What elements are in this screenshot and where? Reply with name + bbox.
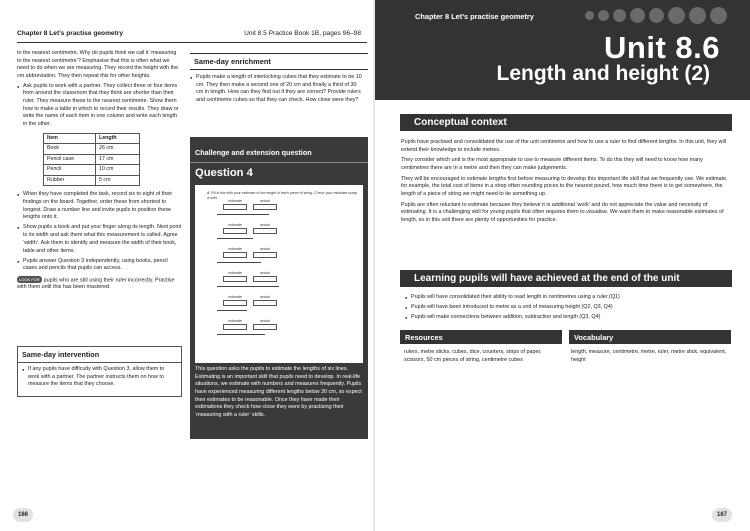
string-line (217, 334, 265, 335)
actual-label: actual (260, 295, 270, 299)
actual-box[interactable] (253, 204, 277, 210)
worksheet-answer-row (223, 223, 283, 234)
left-running-head (17, 30, 361, 37)
actual-box[interactable] (253, 324, 277, 330)
list-item: ● Show pupils a book and put your finger along its length. Next point to its width and ask them what this measurement is called. Agree ‘width’. Ask them to identify and measure the width of their book, table and other items. (17, 224, 182, 255)
table-cell: Rubber (44, 175, 96, 186)
actual-label: actual (260, 223, 270, 227)
vocabulary-text: length, measure, centimetre, metre, ruler, metre stick, equivalent, height (571, 349, 727, 363)
table-cell: 17 cm (96, 154, 140, 165)
string-line (217, 310, 247, 311)
chapter-heading: Chapter 8 Let’s practise geometry (17, 30, 124, 37)
vocabulary-heading: Vocabulary (569, 330, 731, 344)
learning-point: ● Pupils will have consolidated their ability to read length in centimetres using a ruler (Q1) (405, 294, 725, 302)
left-page (0, 0, 373, 531)
enrichment-title: Same-day enrichment (190, 53, 368, 70)
learning-point: ● Pupils will have been introduced to metre as a unit of measuring height (Q2, Q3, Q4) (405, 304, 725, 312)
unit-title: Unit 8.6 (604, 30, 720, 65)
actual-box[interactable] (253, 300, 277, 306)
intervention-bullet: ● If any pupils have difficulty with Question 3, allow them to work with a partner. The partner instructs them on how to measure the items that they choose. (22, 366, 177, 389)
estimate-box[interactable] (223, 300, 247, 306)
resources-heading: Resources (400, 330, 562, 344)
chapter-label: Chapter 8 Let’s practise geometry (415, 12, 534, 21)
estimate-label: estimate (228, 319, 242, 323)
table-row (44, 165, 140, 176)
estimate-label: estimate (228, 199, 242, 203)
worksheet-image (195, 185, 363, 363)
table-row (44, 144, 140, 155)
table-header-row (44, 133, 140, 144)
paragraph: Pupils have practised and consolidated the use of the unit centimetre and how to use a ruler to find different lengths. In this unit, they will extend their knowledge to include metres. (401, 139, 727, 153)
actual-label: actual (260, 319, 270, 323)
table-cell: Book (44, 144, 96, 155)
challenge-box (190, 137, 368, 439)
worksheet-answer-row (223, 199, 283, 210)
estimate-label: estimate (228, 247, 242, 251)
bullet-list-b (17, 191, 182, 273)
estimate-box[interactable] (223, 252, 247, 258)
learning-point: ● Pupils will make connections between addition, subtraction and length (Q3, Q4) (405, 314, 725, 322)
actual-box[interactable] (253, 276, 277, 282)
look-for-text: pupils who are still using their ruler incorrectly. Practise with them until this has been mastered. (17, 276, 175, 291)
table-row (44, 175, 140, 186)
right-page (375, 0, 750, 531)
estimate-box[interactable] (223, 228, 247, 234)
main-column (17, 50, 182, 294)
learning-heading: Learning pupils will have achieved at the end of the unit (400, 270, 732, 287)
bullet-list-a (17, 83, 182, 129)
page-number-right: 167 (712, 508, 732, 522)
intervention-title: Same-day intervention (18, 347, 181, 363)
list-item: ● Ask pupils to work with a partner. They collect three or four items from around the classroom that they think are shorter than their ruler. They measure these to the nearest centimetre. Show them how to make a table in which to record their results. They draw or write the name of each item in one column and write each length in the other. (17, 83, 182, 129)
conceptual-context-text (401, 139, 731, 228)
estimate-box[interactable] (223, 324, 247, 330)
intro-paragraph: to the nearest centimetre. Why do pupils think we call it ‘measuring to the nearest centimetre’? Emphasise that this is often what we need to do when we are measuring. They record the height with the cm abbreviation. They then repeat this for other heights. (17, 50, 179, 80)
resources-text: rulers, metre sticks, cubes, dice, counters, strips of paper, scissors, 50 cm pieces of string, centimetre cubes (404, 349, 542, 363)
worksheet-answer-row (223, 247, 283, 258)
unit-subtitle: Length and height (2) (496, 62, 710, 85)
estimate-box[interactable] (223, 276, 247, 282)
estimate-box[interactable] (223, 204, 247, 210)
string-line (217, 262, 261, 263)
enrichment-bullet: ● Pupils make a length of interlocking cubes that they estimate to be 10 cm. They then make a second one of 20 cm and finally a third of 30 cm in length. How can they find out if they are correct? Provide rulers and centimetre cubes so that they can check. How close were they? (190, 74, 364, 105)
list-item: ● When they have completed the task, record six to eight of their findings on the board. Together, order these from shortest to longest. Draw a number line and invite pupils to position these lengths onto it. (17, 191, 182, 222)
page-number-left: 166 (13, 508, 33, 522)
challenge-text: This question asks the pupils to estimate the lengths of six lines. Estimating is an important skill that pupils need to develop. In real-life situations, we estimate with numbers and measures frequently. Pupils have experienced measuring different lengths below 30 cm, so expect their estimates to be reasonable. Once they have made their estimations they check how close they were by practising their ‘measuring with a ruler’ skills. (195, 366, 362, 419)
learning-points (405, 294, 725, 325)
paragraph: They consider which unit is the most appropriate to use to measure different items. To do this they will need to know how many centimetres there are in a metre and then they can make judgements. (401, 157, 703, 172)
unit-header-band (375, 0, 750, 100)
string-line (217, 238, 253, 239)
string-line (217, 214, 269, 215)
table-cell: 26 cm (96, 144, 140, 155)
look-for-note (17, 276, 182, 293)
table-cell: Pencil (44, 165, 96, 176)
table-header: Item (44, 133, 96, 144)
worksheet-answer-row (223, 271, 283, 282)
list-item: ● Pupils answer Question 3 independently, using books, pencil cases and pencils that pupils can access. (17, 258, 182, 273)
actual-label: actual (260, 247, 270, 251)
worksheet-answer-row (223, 319, 283, 330)
actual-box[interactable] (253, 228, 277, 234)
same-day-enrichment-box (190, 53, 368, 107)
table-cell: Pencil case (44, 154, 96, 165)
estimate-label: estimate (228, 223, 242, 227)
header-rule (17, 42, 367, 43)
challenge-title: Challenge and extension question (190, 137, 368, 163)
table-cell: 10 cm (96, 165, 140, 176)
table-cell: 5 cm (96, 175, 140, 186)
unit-reference: Unit 8.5 Practice Book 1B, pages 96–98 (244, 30, 361, 37)
same-day-intervention-box (17, 346, 182, 397)
paragraph: Pupils are often reluctant to estimate because they believe it is additional ‘work’ and do not appreciate the value and necessity of estimating. It is a challenging skill for young pupils that often requires them to visualise. We want them to make reasonable estimates of length, so in this unit there are plenty of opportunities for practice. (401, 201, 724, 224)
actual-label: actual (260, 271, 270, 275)
table-header: Length (96, 133, 140, 144)
worksheet-number: 4 (207, 191, 209, 195)
look-for-icon: LOOK FOR (19, 276, 40, 282)
string-line (217, 286, 279, 287)
estimate-label: estimate (228, 271, 242, 275)
worksheet-instruction: 4 Fill in the with your estimate of the length of each piece of string. Check your estimate using a ruler. (207, 191, 357, 201)
table-row (44, 154, 140, 165)
measurement-table (43, 133, 140, 187)
paragraph: They will be encouraged to estimate lengths first before measuring to develop this important life skill that we frequently use. We estimate, for example, the total cost of items in a shop often rounding prices to the nearest pound, how much time there is to get somewhere, the length of a piece of string we might need to tie something up. (401, 175, 728, 198)
actual-box[interactable] (253, 252, 277, 258)
worksheet-answer-row (223, 295, 283, 306)
question-heading: Question 4 (195, 167, 253, 179)
conceptual-context-heading: Conceptual context (400, 114, 732, 131)
actual-label: actual (260, 199, 270, 203)
estimate-label: estimate (228, 295, 242, 299)
